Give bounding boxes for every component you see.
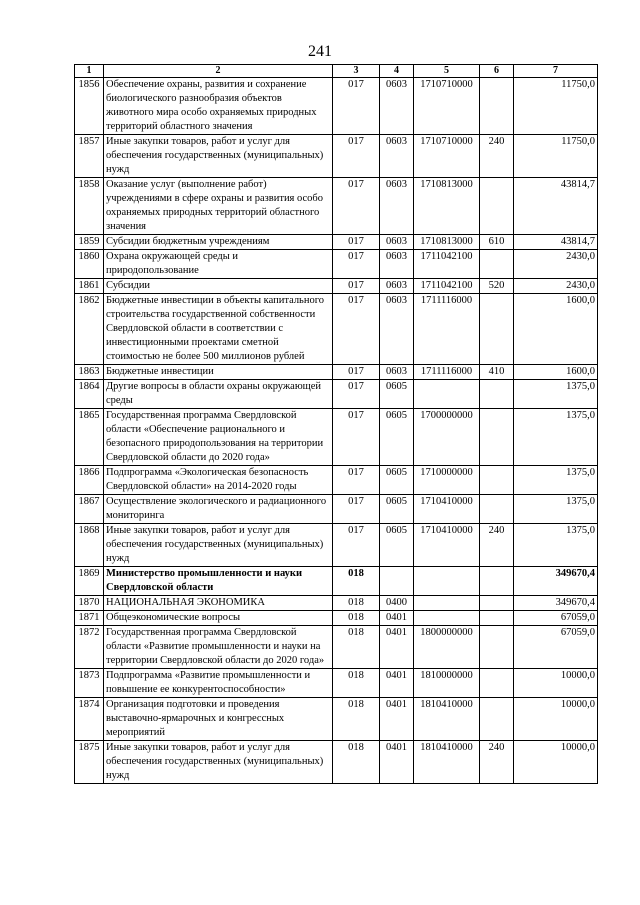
target-code-cell: 1710710000: [414, 135, 480, 178]
amount-cell: 2430,0: [514, 250, 598, 279]
admin-code-cell: 018: [333, 611, 380, 626]
table-row: [75, 524, 598, 567]
target-code-cell: [414, 611, 480, 626]
section-code-cell: 0603: [380, 235, 414, 250]
admin-code-cell: 017: [333, 78, 380, 135]
admin-code-cell: 017: [333, 380, 380, 409]
target-code-cell: 1710710000: [414, 78, 480, 135]
expense-kind-cell: 240: [480, 524, 514, 567]
row-number-cell: 1873: [75, 669, 104, 698]
target-code-cell: 1710000000: [414, 466, 480, 495]
row-name-cell: Общеэкономические вопросы: [104, 611, 333, 626]
column-header: 2: [104, 65, 333, 78]
row-number-cell: 1863: [75, 365, 104, 380]
amount-cell: 1375,0: [514, 495, 598, 524]
column-header: 7: [514, 65, 598, 78]
expense-kind-cell: [480, 178, 514, 235]
table-row: [75, 626, 598, 669]
admin-code-cell: 018: [333, 741, 380, 784]
section-code-cell: 0603: [380, 135, 414, 178]
row-number-cell: 1858: [75, 178, 104, 235]
column-header: 3: [333, 65, 380, 78]
row-number-cell: 1874: [75, 698, 104, 741]
row-number-cell: 1875: [75, 741, 104, 784]
table-row: [75, 698, 598, 741]
table-row: [75, 279, 598, 294]
table-row: [75, 409, 598, 466]
section-code-cell: 0401: [380, 741, 414, 784]
amount-cell: 11750,0: [514, 78, 598, 135]
amount-cell: 10000,0: [514, 741, 598, 784]
admin-code-cell: 017: [333, 466, 380, 495]
section-code-cell: 0603: [380, 250, 414, 279]
expense-kind-cell: [480, 596, 514, 611]
row-number-cell: 1862: [75, 294, 104, 365]
expense-kind-cell: 520: [480, 279, 514, 294]
table-row: [75, 250, 598, 279]
expense-kind-cell: [480, 611, 514, 626]
target-code-cell: 1810410000: [414, 698, 480, 741]
section-code-cell: 0605: [380, 466, 414, 495]
column-header: 4: [380, 65, 414, 78]
row-name-cell: Государственная программа Свердловской области «Обеспечение рационального и безопасного природопользования на территории Свердловской области до 2020 года»: [104, 409, 333, 466]
table-row: [75, 178, 598, 235]
amount-cell: 1375,0: [514, 524, 598, 567]
row-name-cell: Оказание услуг (выполнение работ) учреждениями в сфере охраны и развития особо охраняемых природных территорий областного значения: [104, 178, 333, 235]
row-number-cell: 1870: [75, 596, 104, 611]
amount-cell: 349670,4: [514, 596, 598, 611]
amount-cell: 2430,0: [514, 279, 598, 294]
expense-kind-cell: [480, 250, 514, 279]
target-code-cell: 1800000000: [414, 626, 480, 669]
column-header: 1: [75, 65, 104, 78]
table-row: [75, 466, 598, 495]
target-code-cell: 1711116000: [414, 365, 480, 380]
section-code-cell: 0603: [380, 178, 414, 235]
admin-code-cell: 017: [333, 250, 380, 279]
table-row: [75, 78, 598, 135]
section-code-cell: 0401: [380, 626, 414, 669]
expense-kind-cell: [480, 495, 514, 524]
table-row: [75, 567, 598, 596]
admin-code-cell: 017: [333, 524, 380, 567]
target-code-cell: 1710813000: [414, 178, 480, 235]
target-code-cell: 1711116000: [414, 294, 480, 365]
admin-code-cell: 018: [333, 596, 380, 611]
row-number-cell: 1872: [75, 626, 104, 669]
row-number-cell: 1866: [75, 466, 104, 495]
amount-cell: 43814,7: [514, 178, 598, 235]
row-number-cell: 1869: [75, 567, 104, 596]
target-code-cell: 1710813000: [414, 235, 480, 250]
page-number: 241: [308, 43, 332, 60]
row-name-cell: Другие вопросы в области охраны окружающей среды: [104, 380, 333, 409]
target-code-cell: [414, 380, 480, 409]
table-row: [75, 611, 598, 626]
admin-code-cell: 017: [333, 235, 380, 250]
header-row: [75, 65, 598, 78]
target-code-cell: 1810000000: [414, 669, 480, 698]
row-name-cell: Иные закупки товаров, работ и услуг для обеспечения государственных (муниципальных) нужд: [104, 135, 333, 178]
row-number-cell: 1868: [75, 524, 104, 567]
section-code-cell: 0603: [380, 279, 414, 294]
row-number-cell: 1857: [75, 135, 104, 178]
row-number-cell: 1859: [75, 235, 104, 250]
section-code-cell: 0400: [380, 596, 414, 611]
expense-kind-cell: [480, 380, 514, 409]
expense-kind-cell: [480, 567, 514, 596]
section-code-cell: 0603: [380, 78, 414, 135]
section-code-cell: 0603: [380, 365, 414, 380]
expense-kind-cell: 610: [480, 235, 514, 250]
admin-code-cell: 018: [333, 669, 380, 698]
amount-cell: 1600,0: [514, 294, 598, 365]
target-code-cell: 1700000000: [414, 409, 480, 466]
row-name-cell: Обеспечение охраны, развития и сохранение биологического разнообразия объектов животного мира особо охраняемых природных территорий областного значения: [104, 78, 333, 135]
target-code-cell: 1710410000: [414, 524, 480, 567]
amount-cell: 1375,0: [514, 380, 598, 409]
table-row: [75, 380, 598, 409]
amount-cell: 349670,4: [514, 567, 598, 596]
admin-code-cell: 018: [333, 698, 380, 741]
section-code-cell: 0605: [380, 495, 414, 524]
row-name-cell: Иные закупки товаров, работ и услуг для обеспечения государственных (муниципальных) нужд: [104, 524, 333, 567]
amount-cell: 10000,0: [514, 698, 598, 741]
target-code-cell: [414, 596, 480, 611]
target-code-cell: 1810410000: [414, 741, 480, 784]
section-code-cell: 0401: [380, 611, 414, 626]
admin-code-cell: 017: [333, 409, 380, 466]
expense-kind-cell: [480, 626, 514, 669]
section-code-cell: 0605: [380, 409, 414, 466]
amount-cell: 1375,0: [514, 409, 598, 466]
row-number-cell: 1864: [75, 380, 104, 409]
section-code-cell: 0401: [380, 698, 414, 741]
row-name-cell: Государственная программа Свердловской области «Развитие промышленности и науки на территории Свердловской области до 2020 года»: [104, 626, 333, 669]
table-row: [75, 596, 598, 611]
row-number-cell: 1856: [75, 78, 104, 135]
amount-cell: 1600,0: [514, 365, 598, 380]
amount-cell: 67059,0: [514, 626, 598, 669]
table-row: [75, 741, 598, 784]
row-name-cell: Осуществление экологического и радиационного мониторинга: [104, 495, 333, 524]
section-code-cell: 0603: [380, 294, 414, 365]
expense-kind-cell: [480, 466, 514, 495]
row-name-cell: Министерство промышленности и науки Свердловской области: [104, 567, 333, 596]
row-name-cell: Бюджетные инвестиции в объекты капитального строительства государственной собственности Свердловской области в соответствии с инвестиционными проектами сметной стоимостью не более 500 миллионов рублей: [104, 294, 333, 365]
row-name-cell: Организация подготовки и проведения выставочно-ярмарочных и конгрессных мероприятий: [104, 698, 333, 741]
table-row: [75, 294, 598, 365]
table-row: [75, 495, 598, 524]
admin-code-cell: 018: [333, 567, 380, 596]
table-body: [75, 78, 598, 784]
admin-code-cell: 018: [333, 626, 380, 669]
target-code-cell: 1710410000: [414, 495, 480, 524]
section-code-cell: 0401: [380, 669, 414, 698]
target-code-cell: 1711042100: [414, 250, 480, 279]
expense-kind-cell: [480, 78, 514, 135]
row-name-cell: Иные закупки товаров, работ и услуг для обеспечения государственных (муниципальных) нужд: [104, 741, 333, 784]
amount-cell: 43814,7: [514, 235, 598, 250]
target-code-cell: [414, 567, 480, 596]
admin-code-cell: 017: [333, 135, 380, 178]
section-code-cell: 0605: [380, 380, 414, 409]
expense-kind-cell: [480, 294, 514, 365]
expense-kind-cell: 240: [480, 741, 514, 784]
target-code-cell: 1711042100: [414, 279, 480, 294]
column-header: 6: [480, 65, 514, 78]
admin-code-cell: 017: [333, 178, 380, 235]
admin-code-cell: 017: [333, 365, 380, 380]
table-row: [75, 135, 598, 178]
row-number-cell: 1871: [75, 611, 104, 626]
row-name-cell: Бюджетные инвестиции: [104, 365, 333, 380]
amount-cell: 10000,0: [514, 669, 598, 698]
table-row: [75, 235, 598, 250]
column-header: 5: [414, 65, 480, 78]
admin-code-cell: 017: [333, 294, 380, 365]
amount-cell: 1375,0: [514, 466, 598, 495]
amount-cell: 67059,0: [514, 611, 598, 626]
row-name-cell: Охрана окружающей среды и природопользование: [104, 250, 333, 279]
admin-code-cell: 017: [333, 495, 380, 524]
section-code-cell: [380, 567, 414, 596]
expense-kind-cell: [480, 669, 514, 698]
row-number-cell: 1867: [75, 495, 104, 524]
row-number-cell: 1861: [75, 279, 104, 294]
expense-kind-cell: [480, 698, 514, 741]
table-row: [75, 365, 598, 380]
admin-code-cell: 017: [333, 279, 380, 294]
expense-kind-cell: [480, 409, 514, 466]
expense-kind-cell: 240: [480, 135, 514, 178]
row-number-cell: 1860: [75, 250, 104, 279]
row-name-cell: Субсидии бюджетным учреждениям: [104, 235, 333, 250]
expense-kind-cell: 410: [480, 365, 514, 380]
row-name-cell: Подпрограмма «Экологическая безопасность Свердловской области» на 2014-2020 годы: [104, 466, 333, 495]
budget-table: [74, 64, 598, 784]
section-code-cell: 0605: [380, 524, 414, 567]
row-name-cell: НАЦИОНАЛЬНАЯ ЭКОНОМИКА: [104, 596, 333, 611]
row-name-cell: Подпрограмма «Развитие промышленности и повышение ее конкурентоспособности»: [104, 669, 333, 698]
amount-cell: 11750,0: [514, 135, 598, 178]
row-name-cell: Субсидии: [104, 279, 333, 294]
row-number-cell: 1865: [75, 409, 104, 466]
table-row: [75, 669, 598, 698]
